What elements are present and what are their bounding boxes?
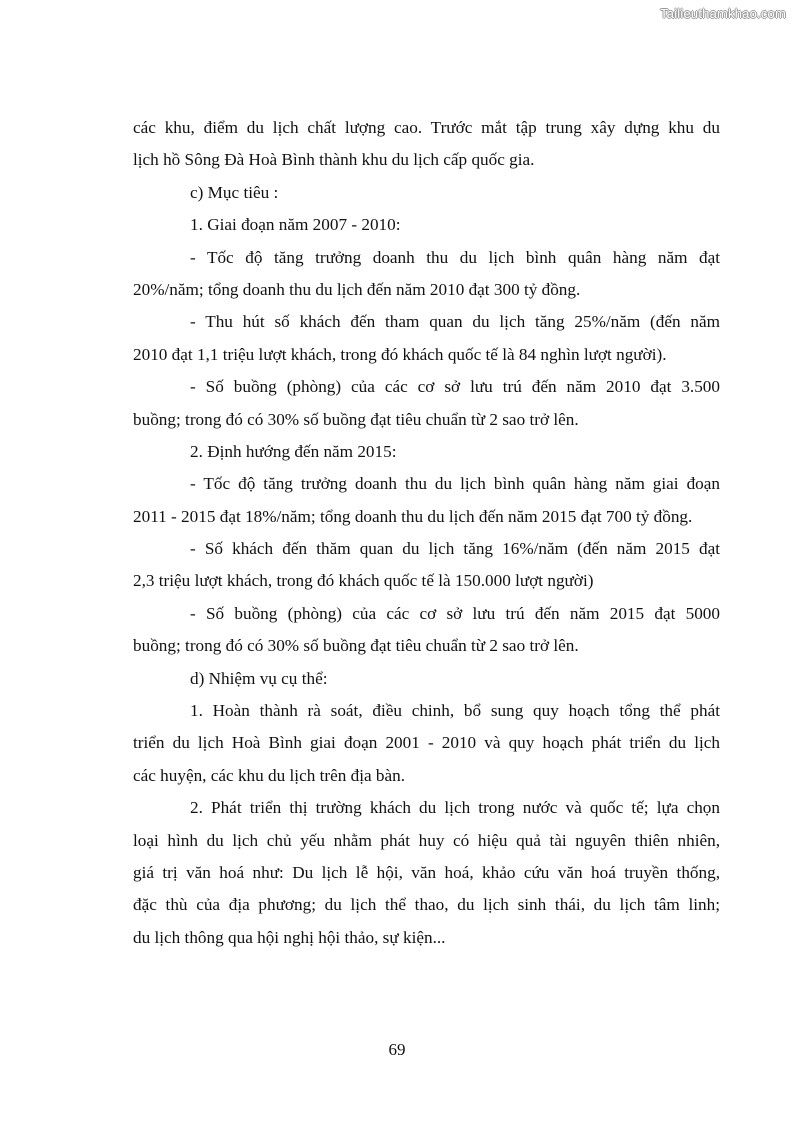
text-line: c) Mục tiêu :	[190, 182, 279, 202]
text-line: - Tốc độ tăng trưởng doanh thu du lịch bình quân hàng năm giai đoạn	[190, 474, 720, 494]
text-line: - Số khách đến thăm quan du lịch tăng 16%/năm (đến năm 2015 đạt	[190, 539, 720, 559]
text-line: 20%/năm; tổng doanh thu du lịch đến năm 2010 đạt 300 tỷ đồng.	[133, 279, 581, 299]
text-line: triển du lịch Hoà Bình giai đoạn 2001 - 2010 và quy hoạch phát triển du lịch	[133, 733, 720, 753]
text-line: 2. Phát triển thị trường khách du lịch trong nước và quốc tế; lựa chọn	[190, 798, 720, 818]
text-line: 2011 - 2015 đạt 18%/năm; tổng doanh thu du lịch đến năm 2015 đạt 700 tỷ đồng.	[133, 506, 693, 526]
text-line: 2. Định hướng đến năm 2015:	[190, 441, 397, 461]
text-line: d) Nhiệm vụ cụ thể:	[190, 668, 328, 688]
text-line: - Số buồng (phòng) của các cơ sở lưu trú đến năm 2015 đạt 5000	[190, 603, 720, 623]
text-line: giá trị văn hoá như: Du lịch lễ hội, văn hoá, khảo cứu văn hoá truyền thống,	[133, 862, 720, 882]
text-line: 2,3 triệu lượt khách, trong đó khách quốc tế là 150.000 lượt người)	[133, 571, 594, 591]
text-line: các huyện, các khu du lịch trên địa bàn.	[133, 765, 406, 785]
page-number: 69	[388, 1040, 406, 1059]
text-line: loại hình du lịch chủ yếu nhằm phát huy có hiệu quả tài nguyên thiên nhiên,	[133, 830, 720, 850]
text-line: - Số buồng (phòng) của các cơ sở lưu trú đến năm 2010 đạt 3.500	[190, 377, 720, 397]
text-line: 1. Hoàn thành rà soát, điều chinh, bổ sung quy hoạch tổng thể phát	[190, 701, 720, 721]
text-line: - Thu hút số khách đến tham quan du lịch tăng 25%/năm (đến năm	[190, 312, 720, 332]
text-line: 1. Giai đoạn năm 2007 - 2010:	[190, 215, 401, 235]
text-line: du lịch thông qua hội nghị hội thảo, sự kiện...	[133, 927, 446, 947]
document-body	[133, 112, 720, 954]
text-line: - Tốc độ tăng trưởng doanh thu du lịch bình quân hàng năm đạt	[190, 247, 720, 267]
watermark: Tailieuthamkhao.com	[660, 6, 786, 21]
text-line: lịch hồ Sông Đà Hoà Bình thành khu du lịch cấp quốc gia.	[133, 150, 535, 170]
text-line: 2010 đạt 1,1 triệu lượt khách, trong đó khách quốc tế là 84 nghìn lượt người).	[133, 344, 667, 364]
text-line: đặc thù của địa phương; du lịch thể thao, du lịch sinh thái, du lịch tâm linh;	[133, 895, 720, 915]
text-line: các khu, điểm du lịch chất lượng cao. Trước mắt tập trung xây dựng khu du	[133, 118, 720, 137]
text-line: buồng; trong đó có 30% số buồng đạt tiêu chuẩn từ 2 sao trở lên.	[133, 636, 579, 656]
text-line: buồng; trong đó có 30% số buồng đạt tiêu chuẩn từ 2 sao trở lên.	[133, 409, 579, 429]
